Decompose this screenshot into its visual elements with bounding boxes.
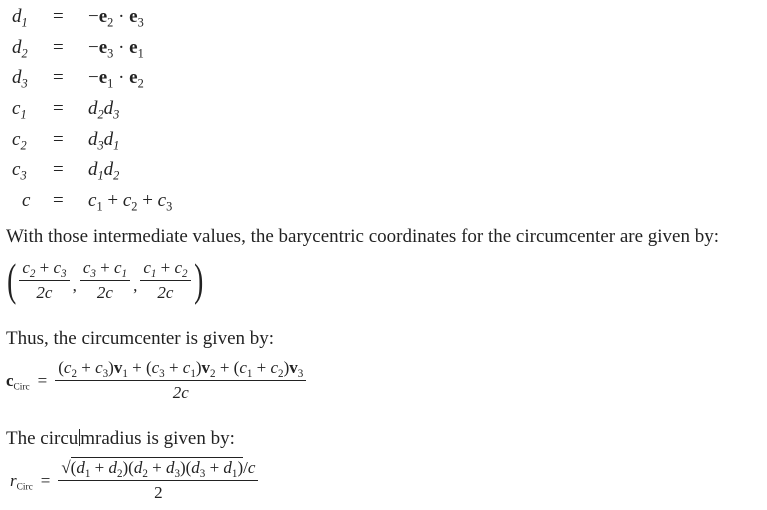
definition-rhs: $-e_3 \cdot e_1$ (88, 37, 144, 61)
definition-lhs: $c_2$ (12, 129, 27, 153)
circumradius-formula (10, 458, 258, 503)
equals-sign: = (53, 37, 64, 58)
text-circumcenter-intro: Thus, the circumcenter is given by: (6, 328, 275, 349)
sqrt-sign: √ (61, 458, 71, 477)
equals-sign: = (40, 470, 51, 490)
equals-sign: = (53, 98, 64, 119)
definition-lhs: c (22, 190, 31, 211)
equals-sign: = (53, 129, 64, 150)
left-paren: ( (7, 254, 17, 305)
definition-lhs: $d_2$ (12, 37, 28, 61)
definition-rhs: $d_3d_1$ (88, 129, 120, 153)
circumradius-lhs: $r_{Circ}$ (10, 470, 33, 492)
bary-fraction-3: $\frac{c_1 + c_2}{2c}$ (140, 258, 190, 303)
equals-sign: = (53, 159, 64, 180)
circumradius-fraction: $\frac{√(d_1 + d_2)(d_2 + d_3)(d_3 + d_1)/c}{2}$ (58, 458, 258, 503)
text-barycentric-intro: With those intermediate values, the barycentric coordinates for the circumcenter are given by: (6, 226, 720, 247)
circumcenter-fraction: $\frac{(c_2 + c_3)v_1 + (c_3 + c_1)v_2 + (c_1 + c_2)v_3}{2c}$ (55, 358, 306, 403)
definition-rhs: $c_1 + c_2 + c_3$ (88, 190, 173, 214)
definition-lhs: $d_1$ (12, 6, 28, 30)
equals-sign: = (53, 190, 64, 211)
definition-rhs: $-e_2 \cdot e_3$ (88, 6, 144, 30)
barycentric-tuple (4, 256, 206, 304)
definition-rhs: $-e_1 \cdot e_2$ (88, 67, 144, 91)
text-circumradius-intro: The circu mradius is given by: (6, 428, 235, 449)
definition-rhs: $d_1d_2$ (88, 159, 120, 183)
equals-sign: = (53, 6, 64, 27)
circumcenter-numerator: $(c_2 + c_3)v_1 + (c_3 + c_1)v_2 + (c_1 + c_2)v_3$ (58, 358, 304, 380)
definition-rhs: $d_2d_3$ (88, 98, 120, 122)
circumcenter-formula (6, 358, 306, 403)
definition-lhs: $c_1$ (12, 98, 27, 122)
definition-lhs: $d_3$ (12, 67, 28, 91)
bary-fraction-2: $\frac{c_3 + c_1}{2c}$ (80, 258, 130, 303)
definition-lhs: $c_3$ (12, 159, 27, 183)
comma: , (72, 276, 77, 295)
circumradius-numerator: $√(d_1 + d_2)(d_2 + d_3)(d_3 + d_1)/c$ (61, 458, 256, 480)
right-paren: ) (193, 254, 203, 305)
comma: , (133, 276, 138, 295)
equals-sign: = (53, 67, 64, 88)
bary-fraction-1: $\frac{c_2 + c_3}{2c}$ (19, 258, 69, 303)
equals-sign: = (37, 370, 48, 390)
circumcenter-lhs: $c_{Circ}$ (6, 370, 30, 392)
